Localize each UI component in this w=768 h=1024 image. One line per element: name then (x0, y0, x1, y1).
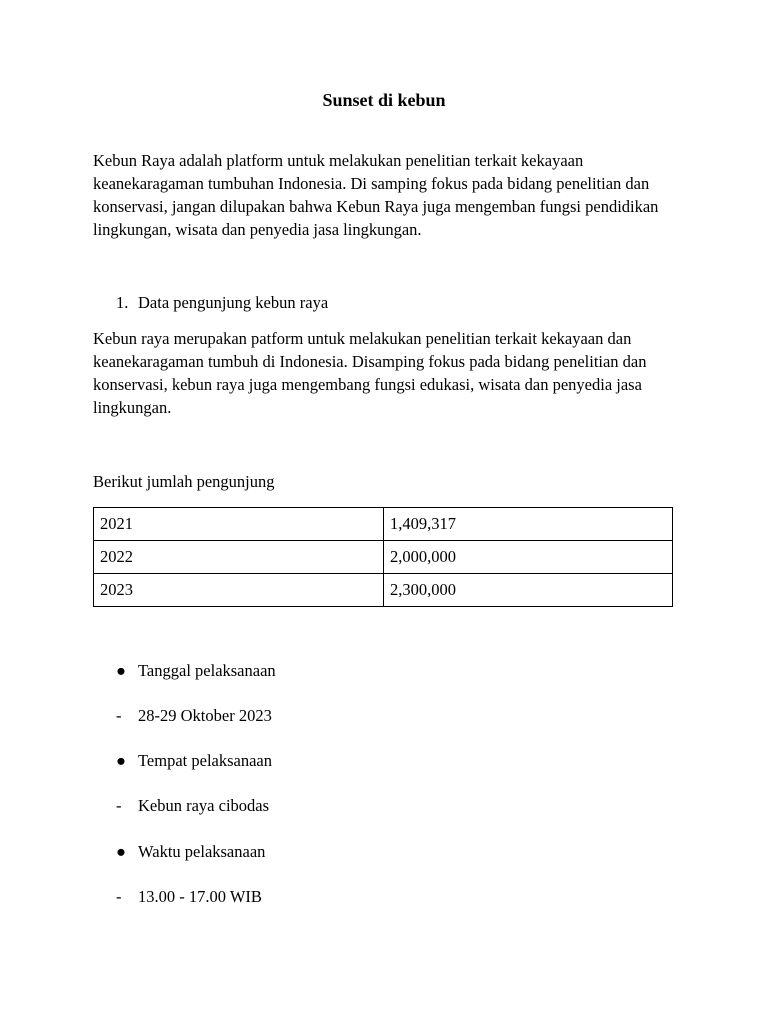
visitor-table (93, 507, 673, 607)
dash-marker: - (116, 887, 122, 906)
list-item-place-label (116, 749, 272, 772)
bullet-marker: ● (116, 751, 126, 770)
section-heading-visitor-data (116, 291, 328, 314)
list-item-text: Waktu pelaksanaan (138, 842, 266, 861)
table-intro: Berikut jumlah pengunjung (93, 472, 275, 491)
list-item-place-value (116, 794, 269, 817)
intro-paragraph: Kebun Raya adalah platform untuk melakukan penelitian terkait kekayaan keanekaragaman tumbuhan Indonesia. Di samping fokus pada bidang penelitian dan konservasi, jangan dilupakan bahwa Kebun Raya juga mengemban fungsi pendidikan lingkungan, wisata dan penyedia jasa lingkungan. (93, 151, 659, 239)
table-cell-year: 2023 (94, 574, 384, 607)
table-cell-year: 2022 (94, 541, 384, 574)
list-item-text: Kebun raya cibodas (138, 796, 270, 815)
table-row (94, 574, 673, 607)
table-cell-visitors: 1,409,317 (384, 508, 673, 541)
section-heading-text: Data pengunjung kebun raya (138, 293, 329, 312)
document-title: Sunset di kebun (322, 90, 446, 110)
list-item-text: 28-29 Oktober 2023 (138, 706, 272, 725)
bullet-marker: ● (116, 661, 126, 680)
table-cell-year: 2021 (94, 508, 384, 541)
list-item-text: Tempat pelaksanaan (138, 751, 272, 770)
table-row (94, 541, 673, 574)
visitor-data-paragraph: Kebun raya merupakan patform untuk melakukan penelitian terkait kekayaan dan keanekaragaman tumbuh di Indonesia. Disamping fokus pada bidang penelitian dan konservasi, kebun raya juga mengembang fungsi edukasi, wisata dan penyedia jasa lingkungan. (93, 329, 647, 417)
list-item-text: 13.00 - 17.00 WIB (138, 887, 262, 906)
table-cell-visitors: 2,300,000 (384, 574, 673, 607)
list-item-date-value (116, 704, 272, 727)
bullet-marker: ● (116, 842, 126, 861)
dash-marker: - (116, 796, 122, 815)
table-row (94, 508, 673, 541)
list-item-text: Tanggal pelaksanaan (138, 661, 276, 680)
list-item-date-label (116, 659, 276, 682)
list-item-time-value (116, 885, 262, 908)
section-number: 1. (116, 293, 129, 312)
table-cell-visitors: 2,000,000 (384, 541, 673, 574)
list-item-time-label (116, 840, 265, 863)
dash-marker: - (116, 706, 122, 725)
